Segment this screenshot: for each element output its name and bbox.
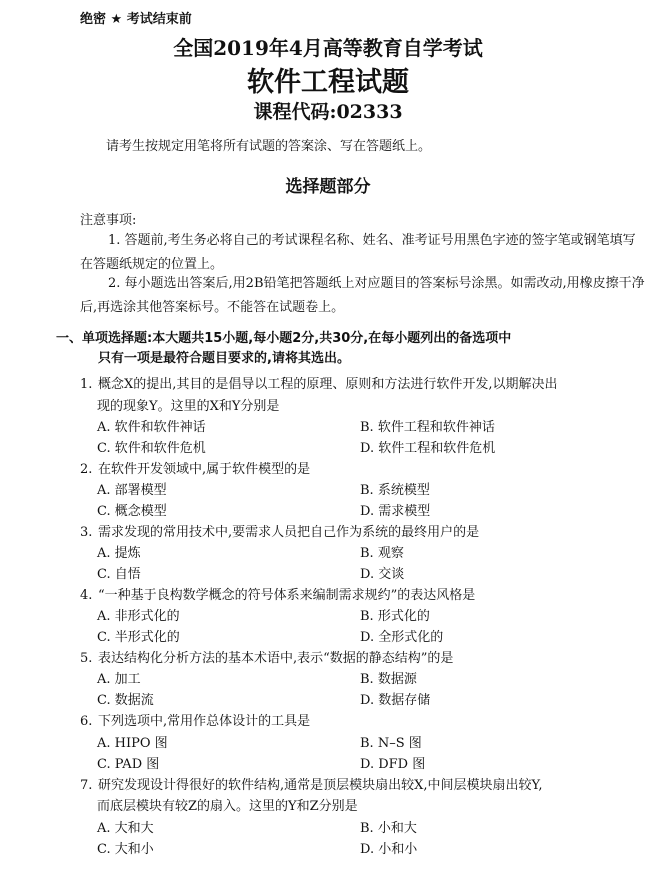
question-text: 下列选项中,常用作总体设计的工具是 bbox=[98, 714, 311, 729]
question-number: 7. bbox=[80, 778, 93, 793]
question-4-option-a: A. 非形式化的 bbox=[97, 609, 180, 624]
question-1-option-b: B. 软件工程和软件神话 bbox=[360, 420, 495, 435]
confidential-label: 绝密 ★ 考试结束前 bbox=[80, 12, 192, 27]
section-heading: 选择题部分 bbox=[285, 177, 371, 197]
question-6-option-a: A. HIPO 图 bbox=[97, 736, 168, 751]
question-number: 1. bbox=[80, 377, 93, 392]
question-5-option-d: D. 数据存储 bbox=[360, 693, 431, 708]
question-4-option-d: D. 全形式化的 bbox=[360, 630, 444, 645]
subject-title: 软件工程试题 bbox=[247, 67, 409, 98]
question-2-option-b: B. 系统模型 bbox=[360, 483, 430, 498]
question-6-option-d: D. DFD 图 bbox=[360, 757, 426, 772]
question-text: 研究发现设计得很好的软件结构,通常是顶层模块扇出较X,中间层模块扇出较Y, bbox=[98, 778, 543, 793]
question-number: 5. bbox=[80, 651, 93, 666]
question-5-option-c: C. 数据流 bbox=[97, 693, 154, 708]
question-text: 需求发现的常用技术中,要需求人员把自己作为系统的最终用户的是 bbox=[98, 525, 480, 540]
question-2-option-a: A. 部署模型 bbox=[97, 483, 167, 498]
question-3-option-d: D. 交谈 bbox=[360, 567, 405, 582]
question-7-option-a: A. 大和大 bbox=[97, 821, 154, 836]
question-3-stem bbox=[80, 522, 479, 543]
question-7-stem bbox=[80, 775, 543, 796]
note-2: 2. 每小题选出答案后,用2B铅笔把答题纸上对应题目的答案标号涂黑。如需改动,用橡皮擦干净后,再选涂其他答案标号。不能答在试题卷上。 bbox=[80, 276, 645, 315]
question-6-option-c: C. PAD 图 bbox=[97, 757, 160, 772]
question-5-option-a: A. 加工 bbox=[97, 672, 141, 687]
question-6-stem bbox=[80, 711, 310, 732]
note-1: 1. 答题前,考生务必将自己的考试课程名称、姓名、准考证号用黑色字迹的签字笔或钢笔填写在答题纸规定的位置上。 bbox=[80, 233, 636, 272]
question-7-option-d: D. 小和小 bbox=[360, 842, 418, 857]
notes-heading: 注意事项: bbox=[80, 213, 137, 228]
question-6-option-b: B. N–S 图 bbox=[360, 736, 422, 751]
question-1-option-c: C. 软件和软件危机 bbox=[97, 441, 206, 456]
question-text: 概念X的提出,其目的是倡导以工程的原理、原则和方法进行软件开发,以期解决出 bbox=[98, 377, 558, 392]
question-5-option-b: B. 数据源 bbox=[360, 672, 417, 687]
part-header bbox=[56, 329, 636, 369]
question-number: 2. bbox=[80, 462, 93, 477]
question-2-option-c: C. 概念模型 bbox=[97, 504, 167, 519]
question-3-option-b: B. 观察 bbox=[360, 546, 404, 561]
question-3-option-a: A. 提炼 bbox=[97, 546, 141, 561]
question-4-option-c: C. 半形式化的 bbox=[97, 630, 180, 645]
question-number: 4. bbox=[80, 588, 93, 603]
part-header-line2: 只有一项是最符合题目要求的,请将其选出。 bbox=[98, 351, 350, 366]
question-3-option-c: C. 自悟 bbox=[97, 567, 141, 582]
question-7-option-c: C. 大和小 bbox=[97, 842, 154, 857]
question-7-option-b: B. 小和大 bbox=[360, 821, 417, 836]
question-2-stem bbox=[80, 459, 310, 480]
question-5-stem bbox=[80, 648, 453, 669]
question-text: 在软件开发领域中,属于软件模型的是 bbox=[98, 462, 311, 477]
question-2-option-d: D. 需求模型 bbox=[360, 504, 431, 519]
exam-title: 全国2019年4月高等教育自学考试 bbox=[173, 36, 483, 60]
question-text: 表达结构化分析方法的基本术语中,表示“数据的静态结构”的是 bbox=[98, 651, 454, 666]
question-4-stem bbox=[80, 585, 475, 606]
question-text: “一种基于良构数学概念的符号体系来编制需求规约”的表达风格是 bbox=[98, 588, 476, 603]
question-number: 3. bbox=[80, 525, 93, 540]
question-7-stem-cont: 而底层模块有较Z的扇入。这里的Y和Z分别是 bbox=[97, 799, 358, 814]
question-4-option-b: B. 形式化的 bbox=[360, 609, 430, 624]
question-number: 6. bbox=[80, 714, 93, 729]
question-1-option-d: D. 软件工程和软件危机 bbox=[360, 441, 496, 456]
instruction-text: 请考生按规定用笔将所有试题的答案涂、写在答题纸上。 bbox=[106, 139, 432, 154]
question-1-stem-cont: 现的现象Y。这里的X和Y分别是 bbox=[97, 399, 280, 414]
question-1-option-a: A. 软件和软件神话 bbox=[97, 420, 206, 435]
question-1-stem bbox=[80, 374, 558, 395]
part-header-line1: 一、单项选择题:本大题共15小题,每小题2分,共30分,在每小题列出的备选项中 bbox=[56, 331, 512, 346]
course-code: 课程代码:02333 bbox=[253, 101, 403, 123]
